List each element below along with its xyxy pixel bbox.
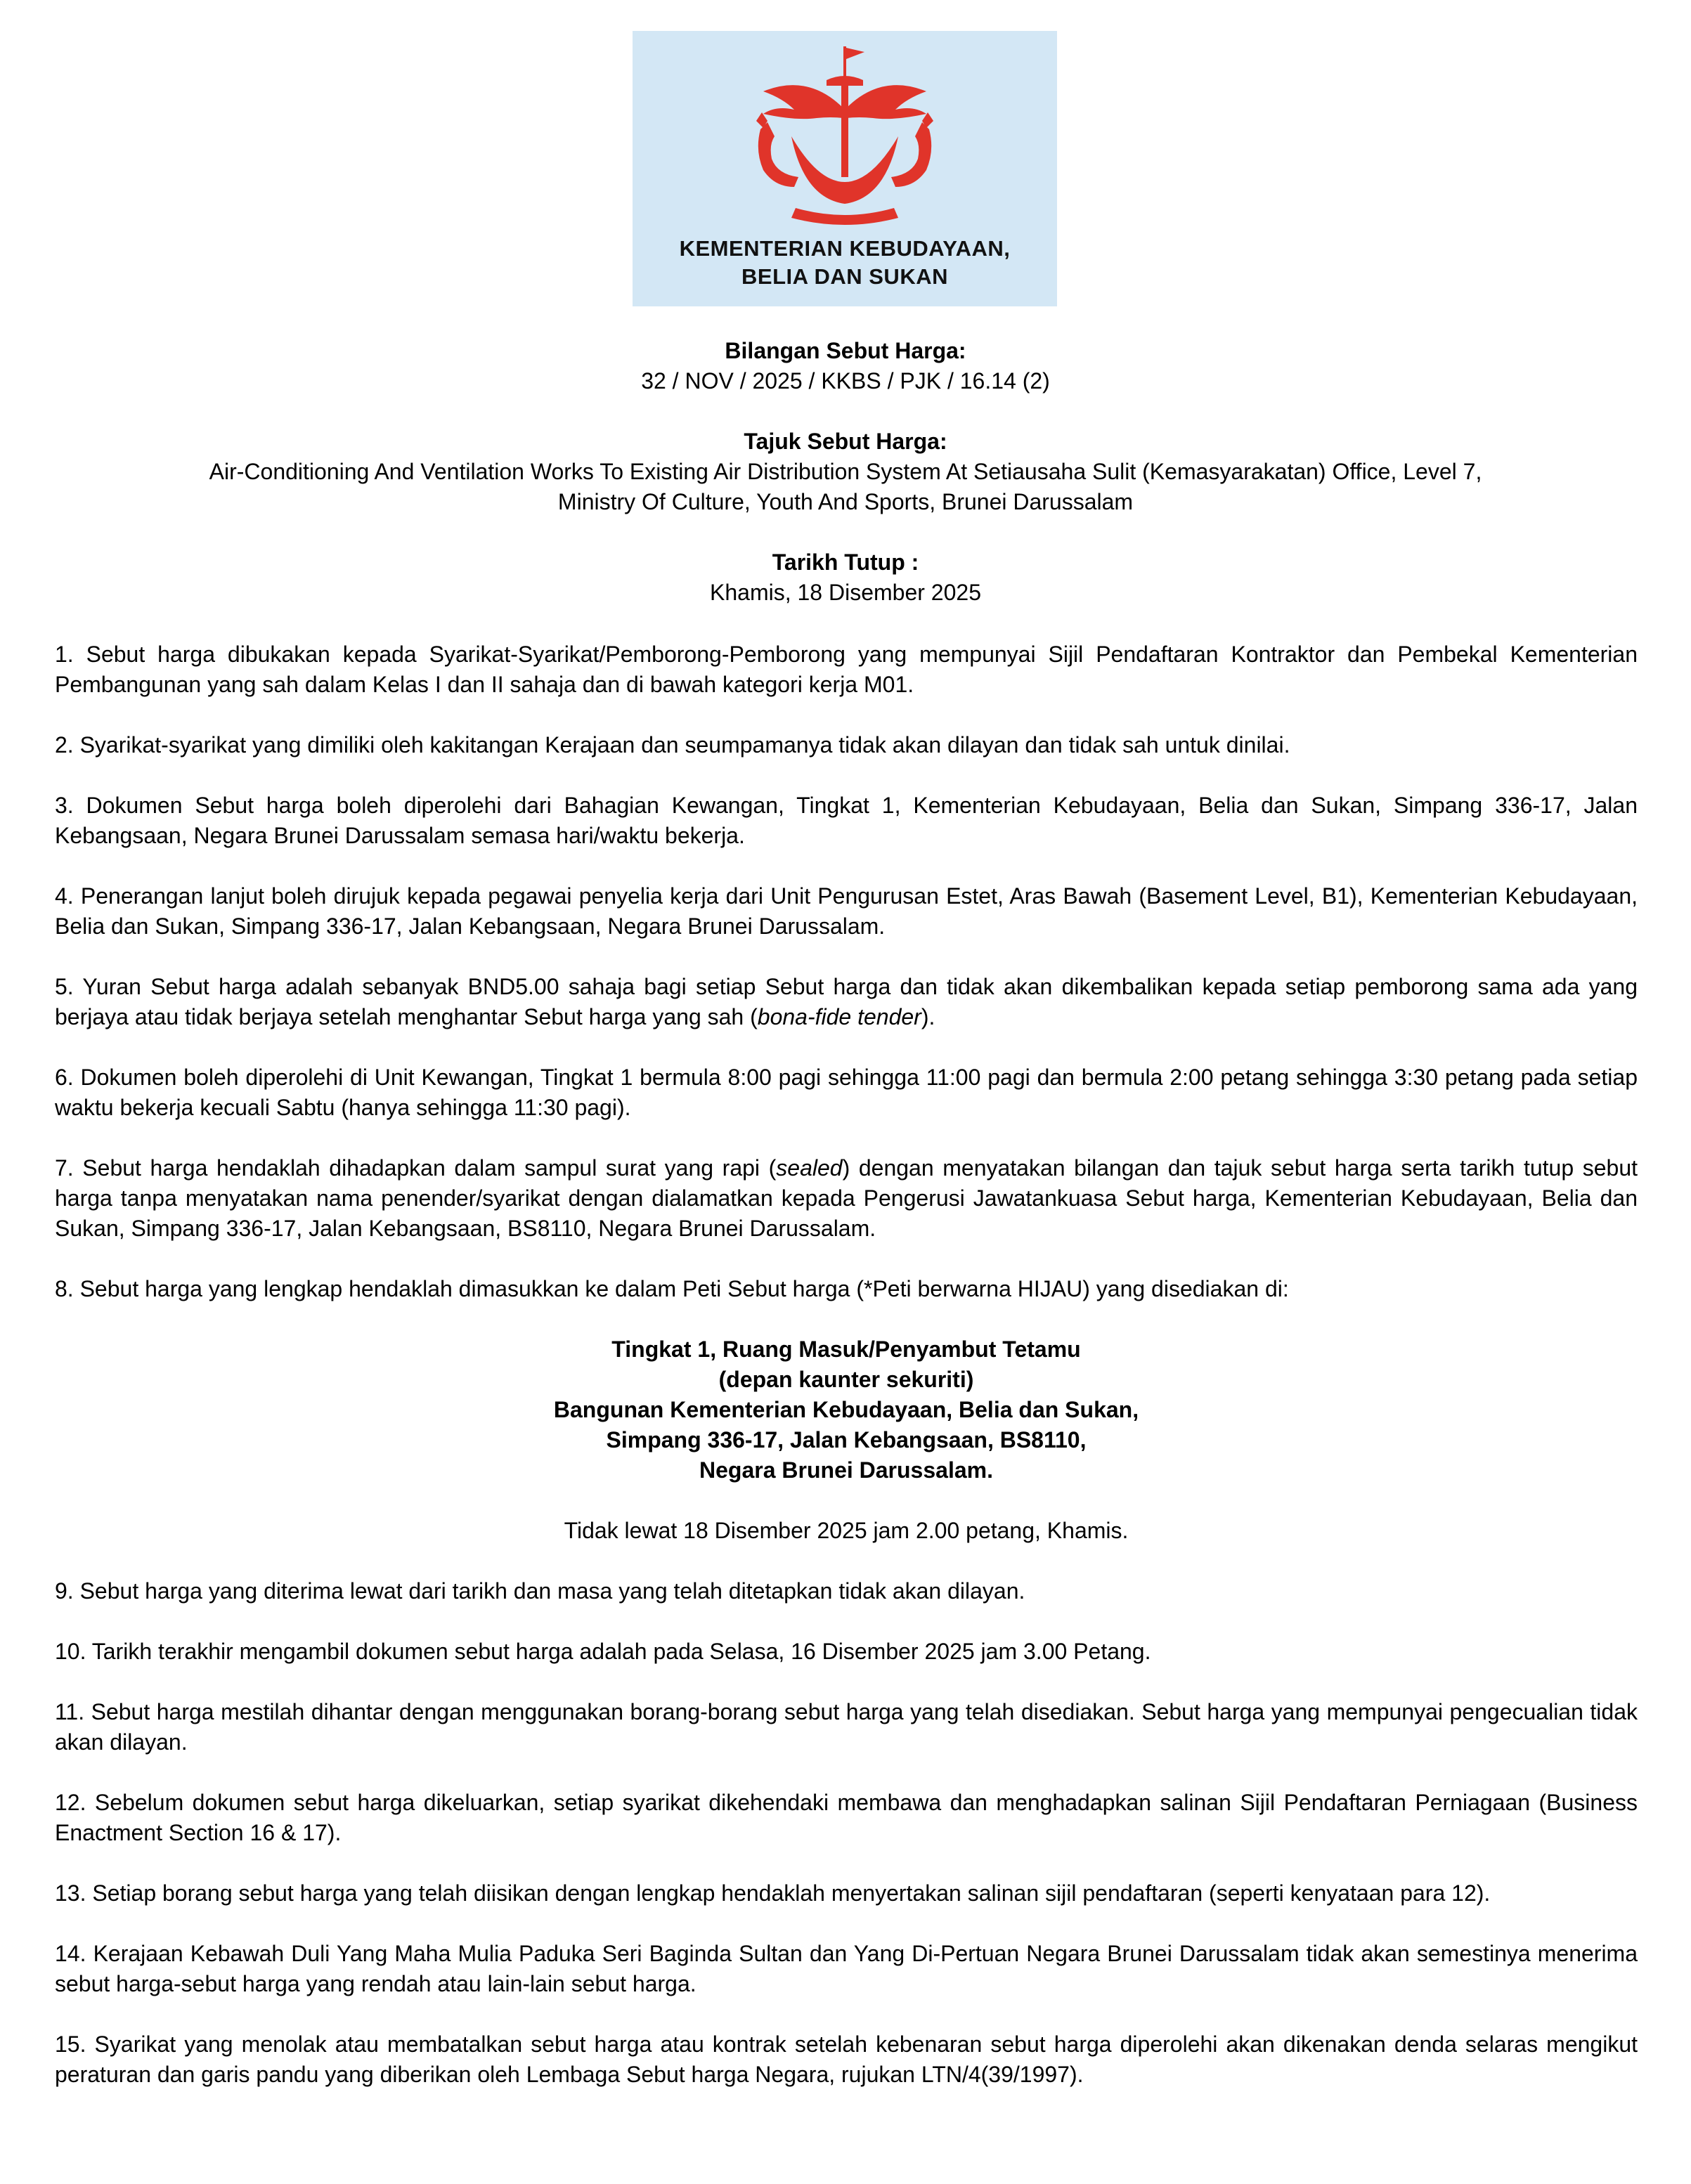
logo-title-line1: KEMENTERIAN KEBUDAYAAN,: [679, 236, 1011, 261]
closing-date-label: Tarikh Tutup :: [772, 550, 919, 575]
ministry-logo: [633, 31, 1057, 306]
title-label: Tajuk Sebut Harga:: [744, 429, 947, 454]
logo-title-line2: BELIA DAN SUKAN: [741, 264, 948, 289]
brunei-crest-icon: [633, 31, 1057, 235]
address-line-1: Tingkat 1, Ruang Masuk/Penyambut Tetamu: [611, 1337, 1081, 1362]
reference-label: Bilangan Sebut Harga:: [725, 338, 966, 363]
title-line-1: Air-Conditioning And Ventilation Works To Existing Air Distribution System At Setiausaha Sulit (Kemasyarakatan) Office, Level 7,: [209, 459, 1482, 484]
paragraph-10: 10. Tarikh terakhir mengambil dokumen sebut harga adalah pada Selasa, 16 Disember 2025 jam 3.00 Petang.: [55, 1639, 1151, 1664]
bona-fide-term: bona-fide tender: [757, 1004, 921, 1029]
reference-number: 32 / NOV / 2025 / KKBS / PJK / 16.14 (2): [641, 368, 1050, 394]
paragraph-12: 12. Sebelum dokumen sebut harga dikeluarkan, setiap syarikat dikehendaki membawa dan menghadapkan salinan Sijil Pendaftaran Perniagaan (Business Enactment Section 16 & 17).: [55, 1790, 1638, 1845]
paragraph-6: 6. Dokumen boleh diperolehi di Unit Kewangan, Tingkat 1 bermula 8:00 pagi sehingga 11:00 pagi dan bermula 2:00 petang sehingga 3:30 petang pada setiap waktu bekerja kecuali Sabtu (hanya sehingga 11:30 pagi).: [55, 1065, 1638, 1120]
submission-deadline: Tidak lewat 18 Disember 2025 jam 2.00 petang, Khamis.: [564, 1518, 1129, 1543]
notice-body: [55, 639, 1638, 2120]
address-line-5: Negara Brunei Darussalam.: [699, 1457, 993, 1483]
paragraph-4: 4. Penerangan lanjut boleh dirujuk kepada pegawai penyelia kerja dari Unit Pengurusan Estet, Aras Bawah (Basement Level, B1), Kementerian Kebudayaan, Belia dan Sukan, Simpang 336-17, Jalan Kebangsaan, Negara Brunei Darussalam.: [55, 883, 1638, 939]
sealed-term: sealed: [776, 1155, 843, 1181]
address-line-2: (depan kaunter sekuriti): [718, 1367, 974, 1392]
paragraph-11: 11. Sebut harga mestilah dihantar dengan menggunakan borang-borang sebut harga yang telah disediakan. Sebut harga yang mempunyai pengecualian tidak akan dilayan.: [55, 1699, 1638, 1755]
paragraph-3: 3. Dokumen Sebut harga boleh diperolehi dari Bahagian Kewangan, Tingkat 1, Kementerian Kebudayaan, Belia dan Sukan, Simpang 336-17, Jalan Kebangsaan, Negara Brunei Darussalam semasa hari/waktu bekerja.: [55, 793, 1638, 848]
paragraph-15: 15. Syarikat yang menolak atau membatalkan sebut harga atau kontrak setelah kebenaran sebut harga diperolehi akan dikenakan denda selaras mengikut peraturan dan garis pandu yang diberikan oleh Lembaga Sebut harga Negara, rujukan LTN/4(39/1997).: [55, 2032, 1638, 2087]
paragraph-7: 7. Sebut harga hendaklah dihadapkan dalam sampul surat yang rapi (sealed) dengan menyatakan bilangan dan tajuk sebut harga serta tarikh tutup sebut harga tanpa menyatakan nama penender/syarikat dengan dialamatkan kepada Pengerusi Jawatankuasa Sebut harga, Kementerian Kebudayaan, Belia dan Sukan, Simpang 336-17, Jalan Kebangsaan, BS8110, Negara Brunei Darussalam.: [55, 1155, 1638, 1241]
closing-date: Khamis, 18 Disember 2025: [710, 580, 981, 605]
paragraph-1: 1. Sebut harga dibukakan kepada Syarikat-Syarikat/Pemborong-Pemborong yang mempunyai Sijil Pendaftaran Kontraktor dan Pembekal Kementerian Pembangunan yang sah dalam Kelas I dan II sahaja dan di bawah kategori kerja M01.: [55, 642, 1638, 697]
submission-address: [55, 1334, 1638, 1486]
notice-header: [49, 336, 1642, 608]
address-line-3: Bangunan Kementerian Kebudayaan, Belia dan Sukan,: [553, 1397, 1139, 1422]
paragraph-5: 5. Yuran Sebut harga adalah sebanyak BND5.00 sahaja bagi setiap Sebut harga dan tidak akan dikembalikan kepada setiap pemborong sama ada yang berjaya atau tidak berjaya setelah menghantar Sebut harga yang sah (bona-fide tender).: [55, 974, 1638, 1029]
address-line-4: Simpang 336-17, Jalan Kebangsaan, BS8110,: [606, 1427, 1087, 1452]
paragraph-8: 8. Sebut harga yang lengkap hendaklah dimasukkan ke dalam Peti Sebut harga (*Peti berwarna HIJAU) yang disediakan di:: [55, 1276, 1289, 1301]
paragraph-2: 2. Syarikat-syarikat yang dimiliki oleh kakitangan Kerajaan dan seumpamanya tidak akan dilayan dan tidak sah untuk dinilai.: [55, 732, 1290, 758]
paragraph-13: 13. Setiap borang sebut harga yang telah diisikan dengan lengkap hendaklah menyertakan salinan sijil pendaftaran (seperti kenyataan para 12).: [55, 1880, 1491, 1906]
title-line-2: Ministry Of Culture, Youth And Sports, Brunei Darussalam: [557, 489, 1134, 514]
paragraph-9: 9. Sebut harga yang diterima lewat dari tarikh dan masa yang telah ditetapkan tidak akan dilayan.: [55, 1578, 1025, 1604]
paragraph-14: 14. Kerajaan Kebawah Duli Yang Maha Mulia Paduka Seri Baginda Sultan dan Yang Di-Pertuan Negara Brunei Darussalam tidak akan semestinya menerima sebut harga-sebut harga yang rendah atau lain-lain sebut harga.: [55, 1941, 1638, 1996]
